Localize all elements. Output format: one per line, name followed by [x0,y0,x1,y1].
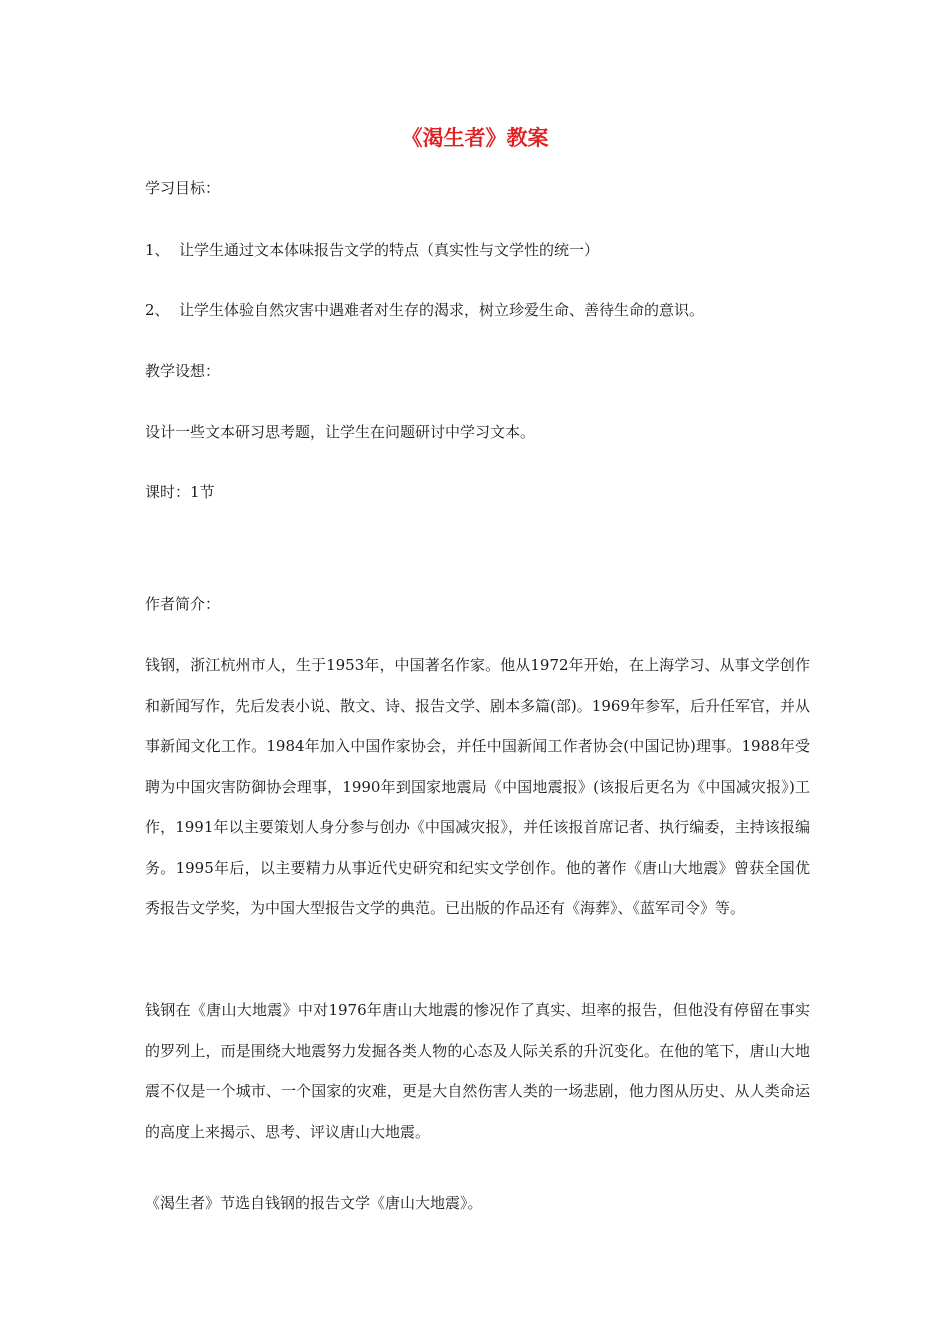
class-hours: 课时：1节 [145,483,215,501]
objective-number: 2、 [145,301,170,319]
author-heading: 作者简介： [145,595,221,613]
objectives-heading: 学习目标： [145,179,221,197]
objective-text: 让学生体验自然灾害中遇难者对生存的渴求，树立珍爱生命、善待生命的意识。 [179,301,705,319]
author-bio-paragraph: 钱钢，浙江杭州市人，生于1953年，中国著名作家。他从1972年开始，在上海学习、从事文学创作和新闻写作，先后发表小说、散文、诗、报告文学、剧本多篇(部)。1969年参军，后升任军官，并从事新闻文化工作。1984年加入中国作家协会，并任中国新闻工作者协会(中国记协)理事。1988年受聘为中国灾害防御协会理事，1990年到国家地震局《中国地震报》(该报后更名为《中国减灾报》)工作，1991年以主要策划人身分参与创办《中国减灾报》，并任该报首席记者、执行编委，主持该报编务。1995年后，以主要精力从事近代史研究和纪实文学创作。他的著作《唐山大地震》曾获全国优秀报告文学奖，为中国大型报告文学的典范。已出版的作品还有《海葬》、《蓝军司令》等。 [145,656,810,917]
design-heading: 教学设想： [145,362,221,380]
excerpt-source: 《渴生者》节选自钱钢的报告文学《唐山大地震》。 [145,1194,483,1212]
work-summary-paragraph: 钱钢在《唐山大地震》中对1976年唐山大地震的惨况作了真实、坦率的报告，但他没有停留在事实的罗列上，而是围绕大地震努力发掘各类人物的心态及人际关系的升沉变化。在他的笔下，唐山大地震不仅是一个城市、一个国家的灾难，更是大自然伤害人类的一场悲剧，他力图从历史、从人类命运的高度上来揭示、思考、评议唐山大地震。 [145,1001,810,1141]
objective-item-1 [145,240,599,260]
objective-number: 1、 [145,241,170,259]
objective-item-2 [145,300,704,320]
document-title: 《渴生者》教案 [401,126,549,150]
objective-text: 让学生通过文本体味报告文学的特点（真实性与文学性的统一） [179,241,600,259]
design-text: 设计一些文本研习思考题，让学生在问题研讨中学习文本。 [145,423,536,441]
